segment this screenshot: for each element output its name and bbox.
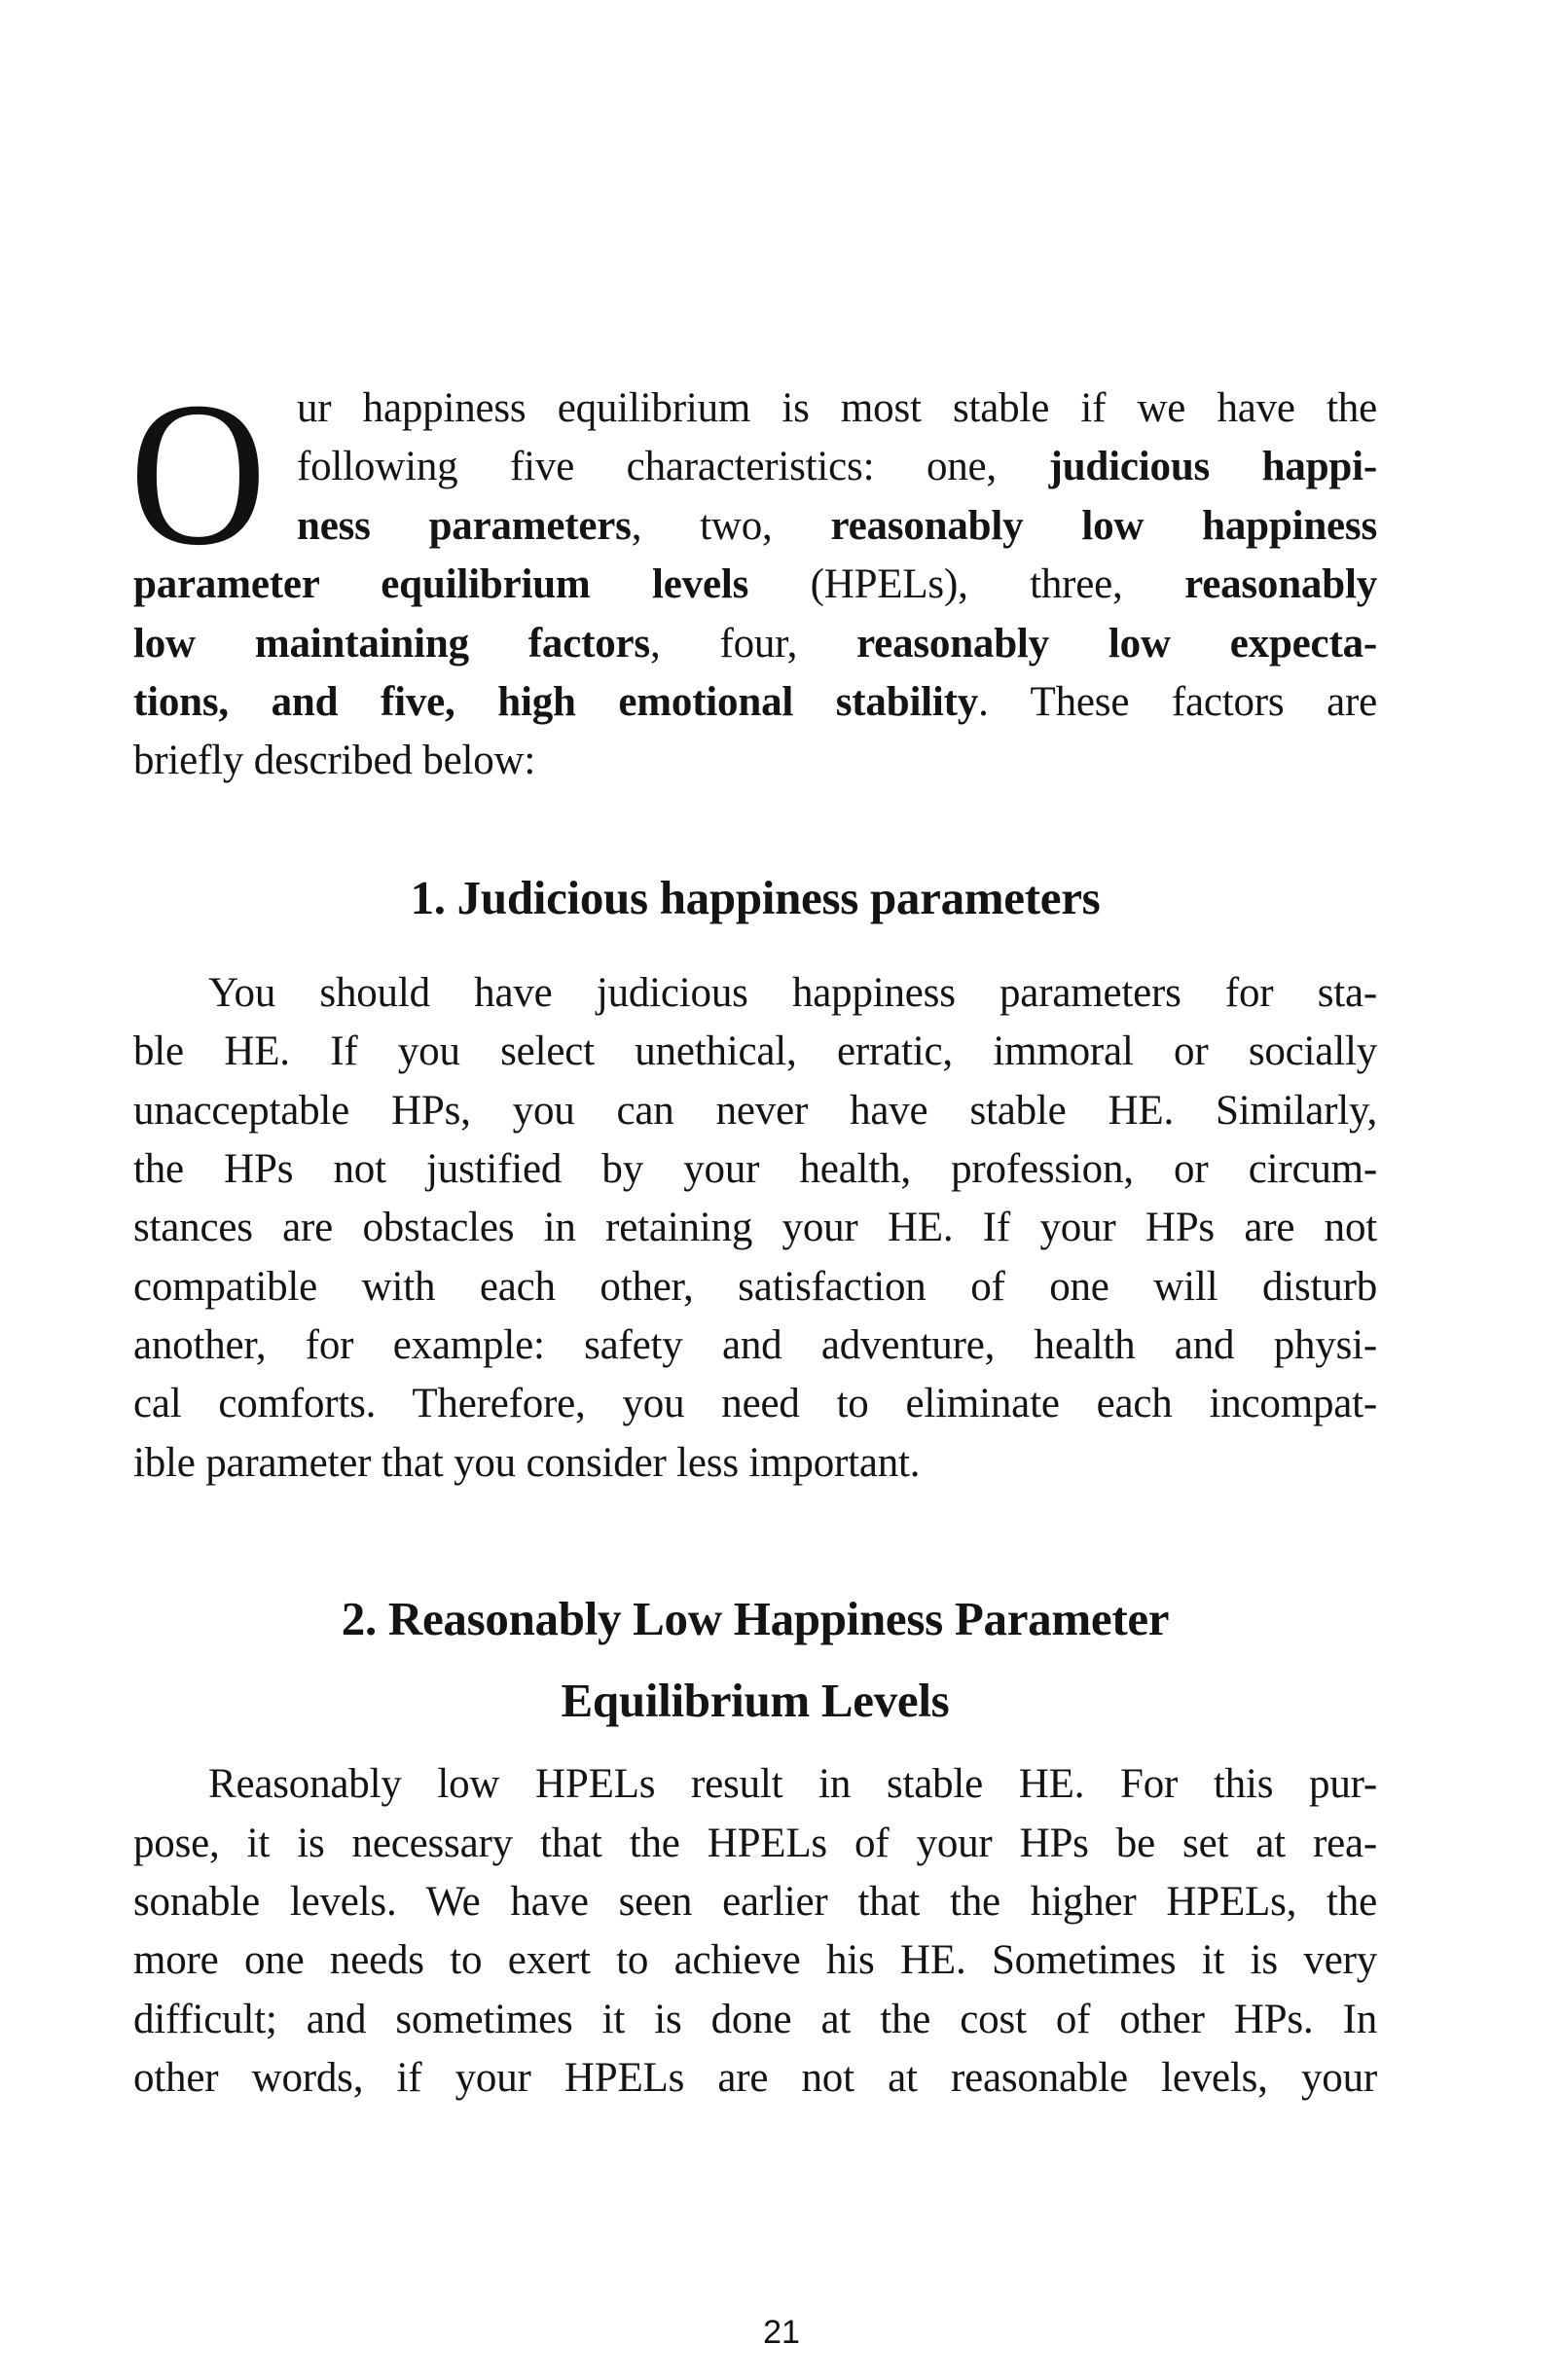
text-line: pose, it is necessary that the HPELs of your HPs be set at rea- [133, 1820, 1377, 1866]
text-line [133, 732, 1377, 790]
text-run: following five characteristics: one, [297, 444, 1049, 490]
text-line [133, 556, 1377, 614]
text-line: more one needs to exert to achieve his HE. Sometimes it is very [133, 1937, 1377, 1984]
text-line: other words, if your HPELs are not at reasonable levels, your [133, 2055, 1377, 2102]
section-1-heading: 1. Judicious happiness parameters [410, 870, 1101, 924]
text-line: stances are obstacles in retaining your HE. If your HPs are not [133, 1205, 1377, 1251]
text-line: another, for example: safety and adventure, health and physi- [133, 1322, 1377, 1369]
text-line: the HPs not justified by your health, profession, or circum- [133, 1145, 1377, 1192]
text-run: ur happiness equilibrium is most stable if we have the [297, 385, 1377, 431]
text-line [133, 379, 1377, 438]
text-line [133, 438, 1377, 496]
bold-term: low maintaining factors [133, 620, 650, 667]
bold-term: reasonably low happiness [830, 502, 1377, 549]
section-2-heading-line-1: 2. Reasonably Low Happiness Parameter [341, 1592, 1170, 1646]
text-run: , four, [649, 620, 857, 667]
intro-lines [133, 379, 1377, 791]
text-run: , two, [631, 502, 831, 549]
text-line [133, 615, 1377, 673]
text-run: (HPELs), three, [748, 561, 1185, 608]
section-2-heading [133, 1578, 1377, 1742]
bold-term: reasonably low expecta- [856, 620, 1377, 667]
drop-cap: O [129, 359, 267, 588]
text-line [133, 497, 1377, 556]
text-line: ble HE. If you select unethical, erratic, immoral or socially [133, 1028, 1377, 1075]
text-line: sonable levels. We have seen earlier that the higher HPELs, the [133, 1879, 1377, 1926]
text-line: compatible with each other, satisfaction of one will disturb [133, 1263, 1377, 1310]
section-2-heading-line-2: Equilibrium Levels [561, 1674, 950, 1728]
text-line [133, 673, 1377, 732]
intro-paragraph [129, 359, 1377, 791]
page-number: 21 [763, 2314, 800, 2351]
section-2-paragraph [133, 1755, 1377, 2108]
text-run: briefly described below: [133, 738, 536, 784]
text-line: ible parameter that you consider less important. [133, 1439, 921, 1486]
text-line: Reasonably low HPELs result in stable HE. For this pur- [208, 1761, 1377, 1808]
bold-term: judicious happi- [1048, 444, 1377, 490]
text-line: cal comforts. Therefore, you need to eliminate each incompat- [133, 1381, 1377, 1427]
text-run: . These factors are [978, 678, 1377, 725]
bold-term: tions, and five, high emotional stability [133, 678, 979, 725]
page-body [129, 359, 1377, 2109]
text-line: You should have judicious happiness parameters for sta- [208, 969, 1377, 1016]
bold-term: reasonably [1184, 561, 1377, 608]
section-1-paragraph [133, 964, 1377, 1494]
text-line: unacceptable HPs, you can never have stable HE. Similarly, [133, 1087, 1377, 1134]
bold-term: ness parameters [297, 502, 632, 549]
bold-term: parameter equilibrium levels [133, 561, 749, 608]
text-line: difficult; and sometimes it is done at the cost of other HPs. In [133, 1996, 1377, 2042]
